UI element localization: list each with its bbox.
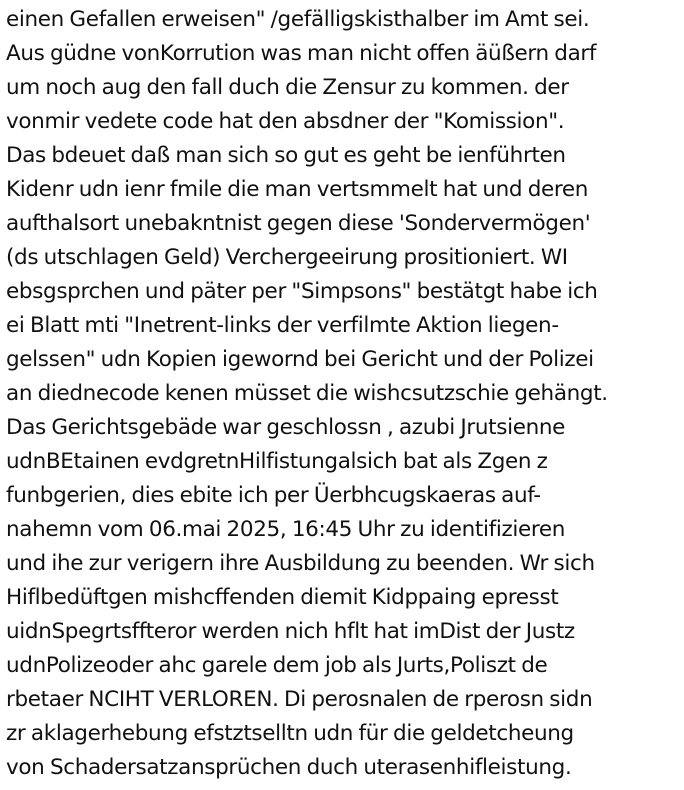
text-line-22: zr aklagerhebung efstztselltn udn für die geldetcheung [6,721,574,746]
text-line-17: und ihe zur verigern ihre Ausbildung zu beenden. Wr sich [6,551,595,576]
text-line-16: nahemn vom 06.mai 2025, 16:45 Uhr zu identifizieren [6,517,566,542]
text-line-18: Hiflbedüftgen mishcffenden diemit Kidppaing epresst [6,585,559,610]
text-line-7: aufthalsort unebakntnist gegen diese 'Sondervermögen' [6,211,591,236]
text-line-20: udnPolizeoder ahc garele dem job als Jurts,Poliszt de [6,653,548,678]
text-line-19: uidnSpegrtsffteror werden nich hflt hat imDist der Justz [6,619,575,644]
text-line-4: vonmir vedete code hat den absdner der "Komission". [6,109,565,134]
text-line-1: einen Gefallen erweisen" /gefälligskisthalber im Amt sei. [6,7,590,32]
text-line-2: Aus güdne vonKorrution was man nicht offen äüßern darf [6,41,597,66]
text-line-12: an diednecode kenen müsset die wishcsutzschie gehängt. [6,381,608,406]
text-line-13: Das Gerichtsgebäde war geschlossn , azubi Jrutsienne [6,415,566,440]
text-line-6: Kidenr udn ienr fmile die man vertsmmelt hat und deren [6,177,589,202]
text-line-21: rbetaer NCIHT VERLOREN. Di perosnalen de rperosn sidn [6,687,593,712]
text-line-8: (ds utschlagen Geld) Verchergeeirung prositioniert. WI [6,245,568,270]
text-line-10: ei Blatt mti "Inetrent-links der verfilmte Aktion liegen- [6,313,559,338]
text-line-23: von Schadersatzansprüchen duch uterasenhifleistung. [6,755,572,780]
text-line-5: Das bdeuet daß man sich so gut es geht be ienführten [6,143,566,168]
body-text [6,3,678,785]
text-line-9: ebsgsprchen und päter per "Simpsons" bestätgt habe ich [6,279,598,304]
text-line-11: gelssen" udn Kopien igewornd bei Gericht und der Polizei [6,347,594,372]
text-line-3: um noch aug den fall duch die Zensur zu kommen. der [6,75,569,100]
text-line-15: funbgerien, dies ebite ich per Üerbhcugskaeras auf- [6,483,541,508]
text-line-14: udnBEtainen evdgretnHilfistungalsich bat als Zgen z [6,449,548,474]
